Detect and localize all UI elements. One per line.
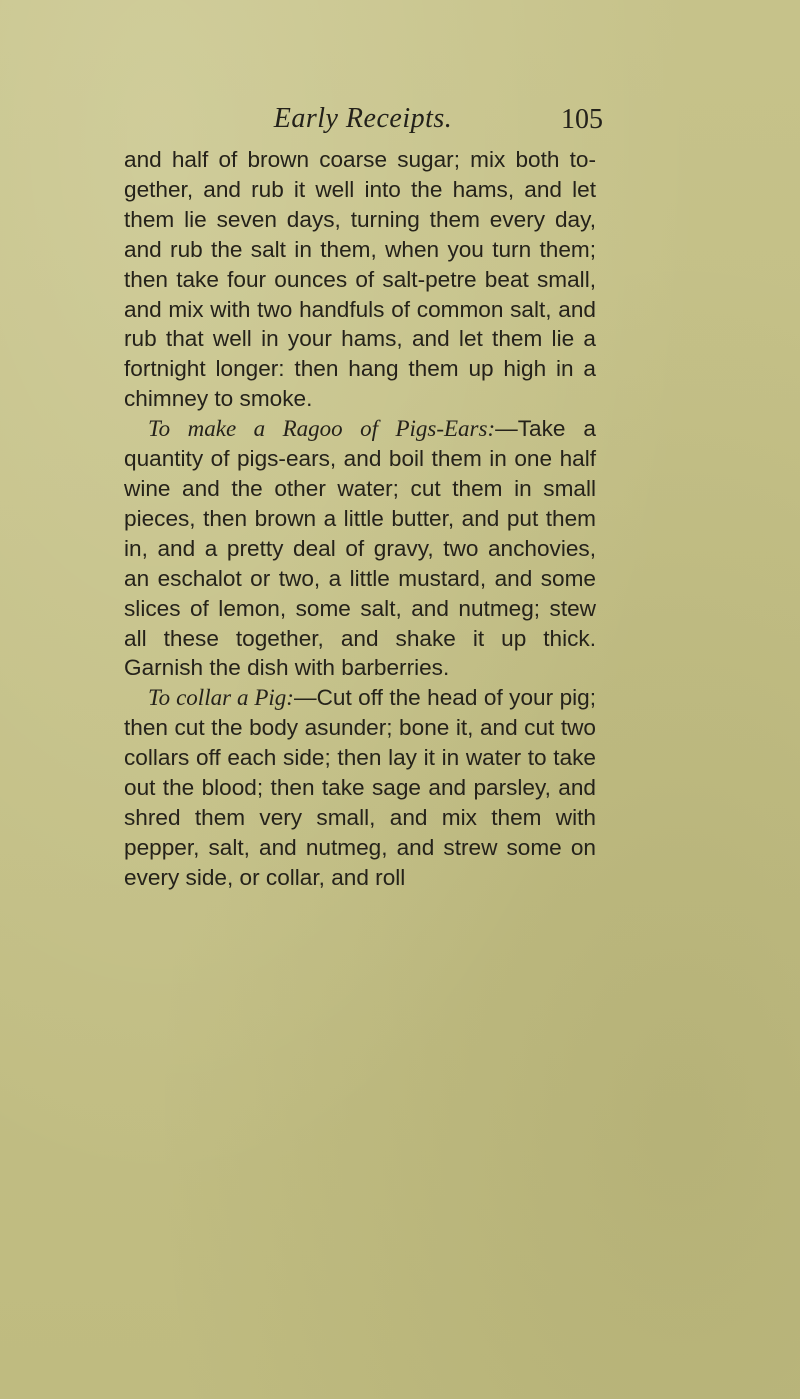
recipe-heading: To make a Ragoo of Pigs-Ears: [148,416,496,442]
recipe-heading: To collar a Pig: [148,685,294,711]
paragraph-ham-continuation [124,145,596,414]
paragraph-ragoo-pigs-ears [124,414,596,683]
running-head-title: Early Receipts. [273,103,453,134]
paragraph-text: —Cut off the head of your pig; then cut the body asunder; bone it, and cut two collars off each side; then lay it in water to take out the blood; then take sage and parsley, and shred them very small, and mix them with pepper, salt, and nutmeg, and strew some on every side, or collar, and roll [124,685,596,890]
page-number: 105 [561,104,603,135]
paragraph-text: —Take a quantity of pigs-ears, and boil them in one half wine and the other water; cut them in small pieces, then brown a little butter, and put them in, and a pretty deal of gravy, two anchovies, an eschalot or two, a little mustard, and some slices of lemon, some salt, and nutmeg; stew all these together, and shake it up thick. Garnish the dish with barberries. [124,416,596,681]
body-text [124,145,596,893]
running-head [123,103,603,147]
paragraph-text: and half of brown coarse sugar; mix both together, and rub it well into the hams, and let them lie seven days, turning them every day, and rub the salt in them, when you turn them; then take four ounces of salt-petre beat small, and mix with two handfuls of common salt, and rub that well in your hams, and let them lie a fortnight longer: then hang them up high in a chimney to smoke. [124,147,596,412]
paragraph-collar-pig [124,683,596,892]
